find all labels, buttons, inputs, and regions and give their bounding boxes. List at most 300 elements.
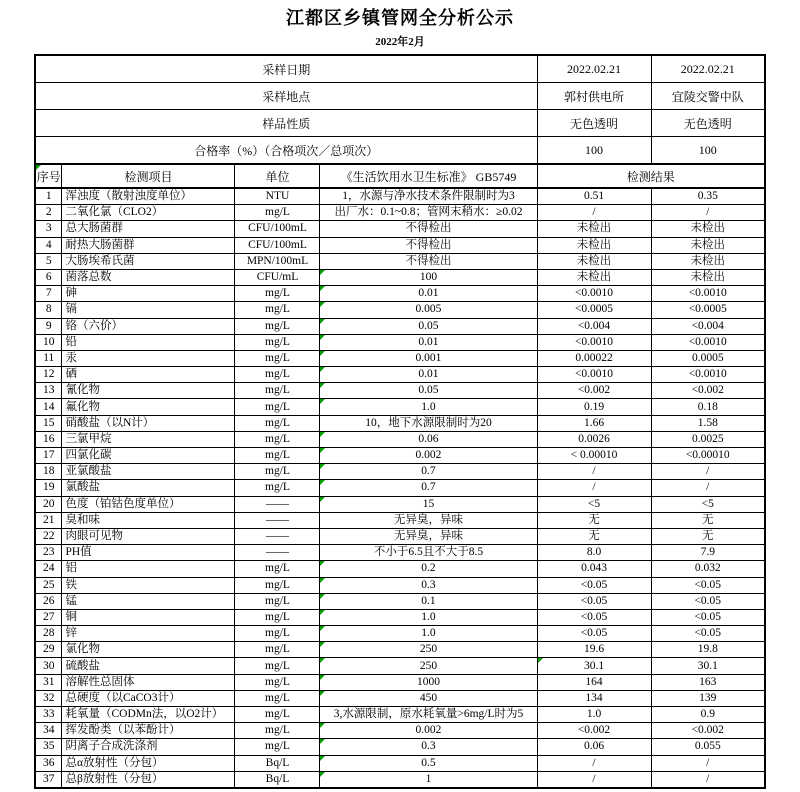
cell-result-1[interactable]	[537, 431, 651, 447]
cell-result-1[interactable]	[537, 561, 651, 577]
cell-no[interactable]	[35, 609, 62, 625]
cell-no-text: 17	[42, 449, 55, 462]
cell-unit[interactable]	[235, 496, 320, 512]
cell-standard[interactable]	[320, 253, 537, 269]
cell-result-1-text: <0.002	[577, 384, 611, 397]
info-label-cell[interactable]: 合格率（%）（合格项次／总项次）	[35, 137, 537, 165]
cell-result-2[interactable]	[651, 415, 765, 431]
cell-result-2-text: <5	[701, 497, 714, 510]
cell-result-2[interactable]	[651, 383, 765, 399]
cell-unit[interactable]	[235, 626, 320, 642]
cell-no[interactable]	[35, 188, 62, 205]
cell-no[interactable]	[35, 269, 62, 285]
cell-standard[interactable]	[320, 642, 537, 658]
cell-no[interactable]	[35, 577, 62, 593]
cell-result-1[interactable]	[537, 642, 651, 658]
cell-unit[interactable]	[235, 707, 320, 723]
cell-result-1[interactable]	[537, 739, 651, 755]
cell-no-text: 4	[45, 238, 52, 251]
cell-result-1[interactable]	[537, 318, 651, 334]
cell-item[interactable]	[62, 205, 235, 221]
cell-item[interactable]	[62, 626, 235, 642]
cell-no[interactable]	[35, 755, 62, 771]
cell-no[interactable]	[35, 431, 62, 447]
cell-result-1-text: 134	[585, 691, 603, 704]
cell-item[interactable]	[62, 642, 235, 658]
col-header-result[interactable]: 检测结果	[537, 164, 765, 188]
cell-unit[interactable]	[235, 528, 320, 544]
sampling-location-row	[35, 83, 765, 110]
cell-result-2[interactable]	[651, 318, 765, 334]
cell-standard[interactable]	[320, 674, 537, 690]
cell-unit[interactable]	[235, 561, 320, 577]
cell-result-1[interactable]	[537, 205, 651, 221]
cell-standard-text: 0.01	[418, 335, 439, 348]
cell-result-2[interactable]	[651, 642, 765, 658]
cell-result-1[interactable]	[537, 464, 651, 480]
cell-unit[interactable]	[235, 253, 320, 269]
cell-result-2[interactable]	[651, 593, 765, 609]
info-value-cell[interactable]: 无色透明	[651, 110, 765, 137]
cell-standard[interactable]	[320, 593, 537, 609]
table-row	[35, 269, 765, 285]
cell-unit[interactable]	[235, 318, 320, 334]
cell-unit[interactable]	[235, 577, 320, 593]
cell-result-2[interactable]	[651, 739, 765, 755]
cell-item-text: 氟化物	[65, 400, 100, 413]
cell-result-1-text: <0.0010	[574, 335, 614, 348]
cell-standard[interactable]	[320, 448, 537, 464]
cell-no-text: 23	[42, 546, 55, 559]
cell-standard[interactable]	[320, 188, 537, 205]
cell-standard[interactable]	[320, 221, 537, 237]
cell-result-2[interactable]	[651, 334, 765, 350]
cell-result-2-text: <0.004	[691, 319, 724, 332]
cell-result-1[interactable]	[537, 690, 651, 706]
cell-result-2[interactable]	[651, 269, 765, 285]
cell-standard[interactable]	[320, 771, 537, 788]
cell-result-1[interactable]	[537, 512, 651, 528]
cell-standard[interactable]	[320, 545, 537, 561]
cell-standard[interactable]	[320, 383, 537, 399]
table-row	[35, 286, 765, 302]
cell-no[interactable]	[35, 561, 62, 577]
cell-no[interactable]	[35, 367, 62, 383]
cell-no[interactable]	[35, 593, 62, 609]
cell-result-1-text: 0.043	[581, 562, 607, 575]
cell-result-2-text: 19.8	[697, 643, 718, 656]
cell-item[interactable]	[62, 286, 235, 302]
cell-result-2[interactable]	[651, 253, 765, 269]
cell-item[interactable]	[62, 188, 235, 205]
cell-result-1[interactable]	[537, 609, 651, 625]
cell-item-text: 总硬度（以CaCO3计）	[65, 691, 181, 704]
cell-flag-icon	[320, 772, 325, 777]
cell-no[interactable]	[35, 350, 62, 366]
cell-flag-icon	[320, 610, 325, 615]
table-row	[35, 690, 765, 706]
cell-result-2[interactable]	[651, 658, 765, 674]
cell-no[interactable]	[35, 237, 62, 253]
cell-no[interactable]	[35, 448, 62, 464]
cell-no[interactable]	[35, 674, 62, 690]
cell-unit[interactable]	[235, 723, 320, 739]
cell-result-1[interactable]	[537, 707, 651, 723]
cell-result-2[interactable]	[651, 755, 765, 771]
col-header-item[interactable]: 检测项目	[62, 164, 235, 188]
cell-flag-icon	[320, 626, 325, 631]
info-value-cell[interactable]: 100	[651, 137, 765, 165]
cell-item[interactable]	[62, 464, 235, 480]
info-label-cell[interactable]: 采样地点	[35, 83, 537, 110]
col-header-no[interactable]	[35, 164, 62, 188]
cell-item[interactable]	[62, 318, 235, 334]
cell-standard[interactable]	[320, 512, 537, 528]
cell-unit-text: mg/L	[265, 708, 290, 721]
cell-flag-icon	[320, 270, 325, 275]
cell-result-1[interactable]	[537, 723, 651, 739]
cell-result-1[interactable]	[537, 399, 651, 415]
info-value-cell[interactable]: 宜陵交警中队	[651, 83, 765, 110]
cell-result-1[interactable]	[537, 593, 651, 609]
cell-result-1[interactable]	[537, 334, 651, 350]
col-header-standard[interactable]: 《生活饮用水卫生标准》 GB5749	[320, 164, 537, 188]
cell-unit[interactable]	[235, 205, 320, 221]
cell-result-1[interactable]	[537, 286, 651, 302]
cell-item[interactable]	[62, 707, 235, 723]
cell-item-text: 总α放射性（分包）	[65, 756, 164, 769]
cell-result-2[interactable]	[651, 674, 765, 690]
cell-standard-text: 3,水源限制，原水耗氧量>6mg/L时为5	[333, 708, 524, 721]
cell-standard[interactable]	[320, 431, 537, 447]
cell-result-2[interactable]	[651, 577, 765, 593]
cell-item[interactable]	[62, 496, 235, 512]
cell-no-text: 31	[42, 675, 55, 688]
cell-unit[interactable]	[235, 269, 320, 285]
cell-no[interactable]	[35, 221, 62, 237]
cell-item-text: 锌	[65, 627, 77, 640]
cell-unit-text: mg/L	[265, 740, 290, 753]
cell-standard[interactable]	[320, 302, 537, 318]
cell-result-1[interactable]	[537, 674, 651, 690]
cell-no[interactable]	[35, 723, 62, 739]
cell-result-2[interactable]	[651, 221, 765, 237]
cell-result-2[interactable]	[651, 188, 765, 205]
cell-no[interactable]	[35, 658, 62, 674]
cell-item[interactable]	[62, 690, 235, 706]
cell-result-2[interactable]	[651, 367, 765, 383]
cell-standard[interactable]	[320, 723, 537, 739]
cell-standard-text: 15	[422, 497, 435, 510]
cell-standard[interactable]	[320, 707, 537, 723]
cell-unit[interactable]	[235, 415, 320, 431]
cell-result-2[interactable]	[651, 690, 765, 706]
cell-flag-icon	[320, 739, 325, 744]
cell-unit[interactable]	[235, 286, 320, 302]
cell-unit[interactable]	[235, 302, 320, 318]
cell-unit[interactable]	[235, 350, 320, 366]
cell-result-1[interactable]	[537, 269, 651, 285]
cell-item[interactable]	[62, 448, 235, 464]
cell-result-2[interactable]	[651, 464, 765, 480]
cell-unit[interactable]	[235, 739, 320, 755]
cell-item[interactable]	[62, 399, 235, 415]
cell-result-1[interactable]	[537, 545, 651, 561]
cell-unit[interactable]	[235, 755, 320, 771]
cell-result-1[interactable]	[537, 577, 651, 593]
cell-result-2[interactable]	[651, 707, 765, 723]
cell-unit[interactable]	[235, 593, 320, 609]
cell-item-text: 耗氧量（CODMn法，以O2计）	[65, 708, 224, 721]
cell-result-1[interactable]	[537, 188, 651, 205]
cell-no[interactable]	[35, 253, 62, 269]
cell-result-2[interactable]	[651, 545, 765, 561]
cell-result-2[interactable]	[651, 561, 765, 577]
cell-no[interactable]	[35, 496, 62, 512]
cell-no[interactable]	[35, 302, 62, 318]
cell-standard[interactable]	[320, 480, 537, 496]
cell-no[interactable]	[35, 707, 62, 723]
table-row	[35, 707, 765, 723]
cell-no[interactable]	[35, 383, 62, 399]
cell-item[interactable]	[62, 237, 235, 253]
cell-item[interactable]	[62, 415, 235, 431]
cell-standard[interactable]	[320, 464, 537, 480]
cell-item[interactable]	[62, 431, 235, 447]
col-header-unit[interactable]: 单位	[235, 164, 320, 188]
cell-item[interactable]	[62, 269, 235, 285]
cell-result-1[interactable]	[537, 367, 651, 383]
cell-no[interactable]	[35, 512, 62, 528]
cell-result-2[interactable]	[651, 399, 765, 415]
cell-item-text: 铝	[65, 562, 77, 575]
cell-item[interactable]	[62, 253, 235, 269]
cell-unit[interactable]	[235, 399, 320, 415]
cell-result-1[interactable]	[537, 528, 651, 544]
cell-standard-text: 1.0	[421, 610, 436, 623]
cell-no[interactable]	[35, 415, 62, 431]
cell-result-2[interactable]	[651, 528, 765, 544]
cell-result-1-text: 19.6	[583, 643, 605, 656]
cell-result-1[interactable]	[537, 237, 651, 253]
cell-standard[interactable]	[320, 561, 537, 577]
info-value-cell[interactable]: 2022.02.21	[537, 55, 651, 83]
cell-standard-text: 0.05	[418, 384, 439, 397]
cell-standard[interactable]	[320, 496, 537, 512]
cell-result-1[interactable]	[537, 383, 651, 399]
cell-standard[interactable]	[320, 690, 537, 706]
cell-standard[interactable]	[320, 399, 537, 415]
cell-item[interactable]	[62, 334, 235, 350]
cell-no[interactable]	[35, 334, 62, 350]
cell-item[interactable]	[62, 480, 235, 496]
cell-item[interactable]	[62, 674, 235, 690]
cell-standard[interactable]	[320, 755, 537, 771]
cell-standard[interactable]	[320, 415, 537, 431]
cell-result-2[interactable]	[651, 723, 765, 739]
cell-result-2[interactable]	[651, 609, 765, 625]
cell-result-1[interactable]	[537, 221, 651, 237]
cell-flag-icon	[320, 383, 325, 388]
cell-flag-icon	[320, 756, 325, 761]
cell-item[interactable]	[62, 771, 235, 788]
cell-unit[interactable]	[235, 237, 320, 253]
cell-no[interactable]	[35, 545, 62, 561]
cell-result-1[interactable]	[537, 771, 651, 788]
cell-standard[interactable]	[320, 739, 537, 755]
cell-standard[interactable]	[320, 318, 537, 334]
cell-unit[interactable]	[235, 512, 320, 528]
cell-unit-text: CFU/mL	[256, 271, 299, 284]
cell-item-text: 四氯化碳	[65, 449, 112, 462]
table-row	[35, 415, 765, 431]
cell-item[interactable]	[62, 383, 235, 399]
cell-standard-text: 250	[419, 643, 438, 656]
cell-result-1[interactable]	[537, 302, 651, 318]
cell-result-2[interactable]	[651, 496, 765, 512]
cell-no[interactable]	[35, 690, 62, 706]
cell-no[interactable]	[35, 286, 62, 302]
cell-no[interactable]	[35, 318, 62, 334]
cell-no[interactable]	[35, 626, 62, 642]
cell-standard[interactable]	[320, 658, 537, 674]
cell-item[interactable]	[62, 755, 235, 771]
cell-item-text: 硫酸盐	[65, 659, 100, 672]
cell-unit[interactable]	[235, 690, 320, 706]
cell-standard[interactable]	[320, 350, 537, 366]
cell-item[interactable]	[62, 512, 235, 528]
cell-result-2[interactable]	[651, 350, 765, 366]
cell-result-2-text: /	[706, 206, 710, 219]
cell-result-1[interactable]	[537, 415, 651, 431]
cell-unit[interactable]	[235, 448, 320, 464]
cell-result-1-text: 1.66	[583, 416, 605, 429]
cell-item[interactable]	[62, 577, 235, 593]
cell-item[interactable]	[62, 221, 235, 237]
cell-result-1[interactable]	[537, 626, 651, 642]
info-label-cell[interactable]: 采样日期	[35, 55, 537, 83]
cell-item[interactable]	[62, 658, 235, 674]
cell-unit[interactable]	[235, 658, 320, 674]
cell-result-1-text: <0.0010	[574, 368, 614, 381]
cell-result-1[interactable]	[537, 448, 651, 464]
info-value-cell[interactable]: 郭村供电所	[537, 83, 651, 110]
cell-no-text: 33	[42, 708, 55, 721]
cell-result-2-text: 0.055	[694, 740, 721, 753]
info-value-cell[interactable]: 无色透明	[537, 110, 651, 137]
cell-item[interactable]	[62, 545, 235, 561]
cell-unit[interactable]	[235, 188, 320, 205]
cell-standard[interactable]	[320, 286, 537, 302]
cell-standard[interactable]	[320, 609, 537, 625]
cell-item-text: PH值	[65, 546, 92, 559]
cell-standard[interactable]	[320, 367, 537, 383]
cell-item[interactable]	[62, 302, 235, 318]
cell-result-2[interactable]	[651, 302, 765, 318]
cell-result-2[interactable]	[651, 771, 765, 788]
cell-result-2[interactable]	[651, 512, 765, 528]
cell-result-1[interactable]	[537, 253, 651, 269]
cell-result-2[interactable]	[651, 480, 765, 496]
cell-no[interactable]	[35, 399, 62, 415]
cell-standard[interactable]	[320, 334, 537, 350]
cell-standard[interactable]	[320, 205, 537, 221]
cell-item[interactable]	[62, 593, 235, 609]
cell-unit[interactable]	[235, 480, 320, 496]
cell-unit[interactable]	[235, 674, 320, 690]
cell-result-1[interactable]	[537, 480, 651, 496]
cell-no[interactable]	[35, 642, 62, 658]
cell-no-text: 20	[42, 497, 55, 510]
cell-result-2[interactable]	[651, 448, 765, 464]
cell-result-2[interactable]	[651, 205, 765, 221]
cell-result-1[interactable]	[537, 658, 651, 674]
cell-item[interactable]	[62, 561, 235, 577]
cell-item[interactable]	[62, 367, 235, 383]
cell-item[interactable]	[62, 723, 235, 739]
cell-no[interactable]	[35, 739, 62, 755]
cell-no-text: 34	[42, 724, 55, 737]
cell-no-text: 35	[42, 740, 55, 753]
cell-unit[interactable]	[235, 771, 320, 788]
info-value-cell[interactable]: 100	[537, 137, 651, 165]
cell-result-1[interactable]	[537, 755, 651, 771]
cell-item[interactable]	[62, 609, 235, 625]
cell-unit[interactable]	[235, 545, 320, 561]
cell-flag-icon	[320, 464, 325, 469]
cell-result-1-text: <0.0005	[574, 303, 614, 316]
cell-unit[interactable]	[235, 367, 320, 383]
cell-result-1[interactable]	[537, 496, 651, 512]
cell-unit[interactable]	[235, 609, 320, 625]
cell-item[interactable]	[62, 739, 235, 755]
cell-standard-text: 0.3	[421, 578, 436, 591]
cell-no[interactable]	[35, 528, 62, 544]
cell-unit[interactable]	[235, 221, 320, 237]
cell-item[interactable]	[62, 350, 235, 366]
cell-result-2[interactable]	[651, 431, 765, 447]
info-value-cell[interactable]: 2022.02.21	[651, 55, 765, 83]
cell-no[interactable]	[35, 464, 62, 480]
cell-no[interactable]	[35, 480, 62, 496]
cell-result-2-text: <0.0010	[688, 335, 727, 348]
cell-standard[interactable]	[320, 528, 537, 544]
cell-unit[interactable]	[235, 464, 320, 480]
cell-standard[interactable]	[320, 577, 537, 593]
cell-unit[interactable]	[235, 334, 320, 350]
cell-result-2[interactable]	[651, 626, 765, 642]
cell-result-2[interactable]	[651, 237, 765, 253]
cell-result-2-text: 30.1	[697, 659, 718, 672]
info-label-cell[interactable]: 样品性质	[35, 110, 537, 137]
cell-no[interactable]	[35, 771, 62, 788]
table-row	[35, 755, 765, 771]
cell-unit[interactable]	[235, 642, 320, 658]
cell-item[interactable]	[62, 528, 235, 544]
cell-standard-text: 0.7	[421, 481, 436, 494]
cell-no-text: 36	[42, 756, 55, 769]
cell-standard[interactable]	[320, 269, 537, 285]
cell-result-2-text: <0.05	[694, 578, 722, 591]
cell-unit[interactable]	[235, 383, 320, 399]
cell-unit[interactable]	[235, 431, 320, 447]
cell-no[interactable]	[35, 205, 62, 221]
cell-result-2[interactable]	[651, 286, 765, 302]
cell-result-1[interactable]	[537, 350, 651, 366]
cell-item-text: 三氯甲烷	[65, 432, 112, 445]
cell-standard[interactable]	[320, 237, 537, 253]
cell-standard[interactable]	[320, 626, 537, 642]
